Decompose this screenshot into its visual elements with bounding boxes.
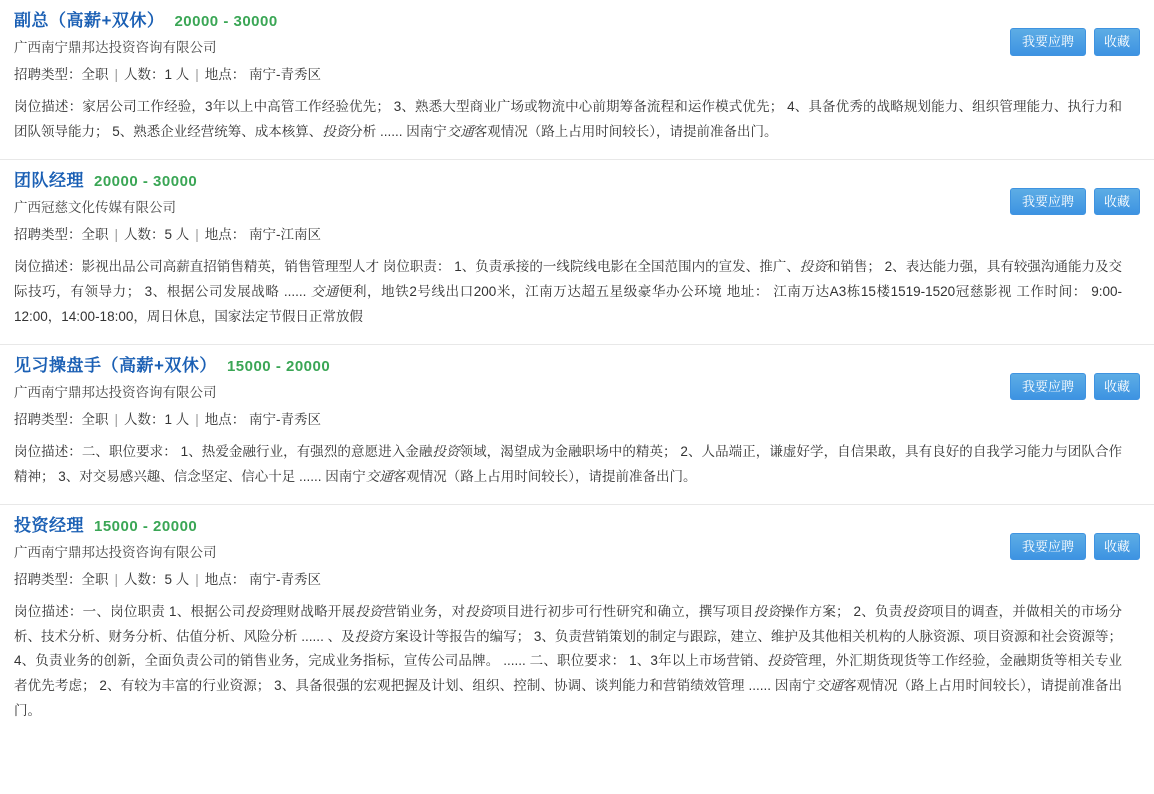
job-listing-item [0, 505, 1154, 739]
meta-separator: | [195, 227, 199, 243]
job-description-keyword: 投资 [355, 603, 383, 619]
job-actions [1010, 373, 1140, 401]
job-headcount-value: 人数：1 人 [124, 412, 190, 428]
job-title-link[interactable]: 团队经理 [14, 170, 84, 190]
job-description-keyword: 交通 [365, 468, 393, 484]
job-type-value: 全职 [81, 227, 109, 243]
meta-separator: | [195, 412, 199, 428]
job-type-value: 全职 [81, 67, 109, 83]
job-location-value: 地点： 南宁-青秀区 [204, 571, 322, 587]
job-headcount-value: 人数：1 人 [124, 67, 190, 83]
job-location-value: 地点： 南宁-江南区 [204, 227, 322, 243]
job-header [14, 10, 1140, 32]
job-description-text: 项目进行初步可行性研究和确立，撰写项目 [492, 603, 754, 619]
job-description-text: 理财战略开展 [272, 603, 356, 619]
job-description-text: 客观情况（路上占用时间较长），请提前准备出门。 [473, 123, 778, 139]
job-header [14, 515, 1140, 537]
job-description-text: 客观情况（路上占用时间较长），请提前准备出门。 [392, 468, 697, 484]
meta-separator: | [195, 571, 199, 587]
job-description-text: 二、职位要求： 1、热爱金融行业，有强烈的意愿进入金融 [81, 443, 433, 459]
meta-separator: | [114, 571, 119, 587]
job-title-link[interactable]: 副总（高薪+双休） [14, 11, 165, 30]
job-salary: 20000 - 30000 [174, 13, 278, 30]
job-description-keyword: 投资 [245, 603, 273, 619]
job-description-label: 岗位描述： [14, 98, 83, 114]
job-description-text: 客观情况（路上占用时间较长），请提前准备出门。 [14, 678, 1123, 719]
job-description-text: 管理，外汇期货现货等工作经验，金融期货等相关专业者优先考虑； 2、有较为丰富的行业资源； 3、具备很强的宏观把握及计划、组织、控制、协调、谈判能力和营销绩效管理 ...... 因南宁 [14, 653, 1123, 694]
job-header [14, 355, 1140, 377]
job-description-keyword: 投资 [354, 628, 382, 644]
apply-button[interactable]: 我要应聘 [1010, 533, 1086, 561]
job-description-text: 便利，地铁2号线出口200米，江南万达超五星级豪华办公环境 地址： 江南万达A3栋15楼1519-1520冠慈影视 工作时间： 9:00-12:00，14:00-18:00，周日休息，国家法定节假日正常放假 [14, 283, 1123, 324]
job-title-link[interactable]: 见习操盘手（高薪+双休） [14, 355, 217, 375]
favorite-button[interactable]: 收藏 [1094, 373, 1140, 401]
job-meta [14, 224, 1140, 246]
job-company-name[interactable]: 广西南宁鼎邦达投资咨询有限公司 [14, 544, 217, 560]
job-description-keyword: 投资 [322, 123, 350, 139]
job-location-value: 地点： 南宁-青秀区 [204, 67, 322, 83]
job-listing-item [0, 0, 1154, 160]
recruit-type-label: 招聘类型： [14, 412, 82, 428]
apply-button[interactable]: 我要应聘 [1010, 373, 1086, 401]
job-description-text: 领域，渴望成为金融职场中的精英； 2、人品端正，谦虚好学，自信果敢，具有良好的自我学习能力与团队合作精神； 3、对交易感兴趣、信念坚定、信心十足 ...... 因南宁 [14, 443, 1123, 484]
recruit-type-label: 招聘类型： [14, 67, 82, 83]
job-actions [1010, 28, 1140, 56]
job-company-name[interactable]: 广西冠慈文化传媒有限公司 [14, 199, 176, 215]
job-description-keyword: 交通 [310, 283, 339, 299]
job-description [14, 95, 1140, 145]
meta-separator: | [114, 67, 119, 83]
job-description-label: 岗位描述： [14, 603, 83, 619]
job-salary: 15000 - 20000 [94, 517, 198, 535]
job-description-text: 分析 ...... 因南宁 [349, 123, 447, 139]
job-description-text: 影视出品公司高薪直招销售精英，销售管理型人才 岗位职责： 1、负责承接的一线院线电影在全国范围内的宣发、推广、 [81, 258, 800, 274]
job-description-text: 操作方案； 2、负责 [781, 603, 903, 619]
job-description-text: 家居公司工作经验，3年以上中高管工作经验优先； 3、熟悉大型商业广场或物流中心前期筹备流程和运作模式优先； 4、具备优秀的战略规划能力、组织管理能力、执行力和团队领导能力； 5、熟悉企业经营统筹、成本核算、 [14, 98, 1123, 139]
job-actions [1010, 188, 1140, 216]
apply-button[interactable]: 我要应聘 [1010, 188, 1086, 216]
job-headcount-value: 人数：5 人 [124, 227, 190, 243]
job-description-text: 项目的调查，并做相关的市场分析、技术分析、财务分析、估值分析、风险分析 ...... 、及 [14, 603, 1123, 644]
job-description-keyword: 投资 [767, 653, 795, 669]
job-description-label: 岗位描述： [14, 443, 82, 459]
job-salary: 15000 - 20000 [226, 357, 331, 375]
apply-button[interactable]: 我要应聘 [1010, 28, 1086, 56]
favorite-button[interactable]: 收藏 [1094, 188, 1140, 216]
job-description-label: 岗位描述： [14, 258, 82, 274]
recruit-type-label: 招聘类型： [14, 227, 82, 243]
job-description-keyword: 投资 [799, 258, 827, 274]
job-meta [14, 569, 1140, 591]
job-description-text: 一、岗位职责 1、根据公司 [82, 603, 246, 619]
job-description-text: 和销售； 2、表达能力强，具有较强沟通能力及交际技巧，有领导力； 3、根据公司发展战略 ...... [14, 258, 1123, 299]
job-description-keyword: 投资 [432, 443, 460, 459]
job-location-value: 地点： 南宁-青秀区 [204, 412, 322, 428]
job-listing-item [0, 160, 1154, 345]
job-type-value: 全职 [81, 571, 109, 587]
meta-separator: | [114, 412, 119, 428]
meta-separator: | [195, 67, 199, 83]
job-description [14, 255, 1140, 330]
job-actions [1010, 533, 1140, 561]
job-description [14, 440, 1140, 490]
job-description-keyword: 投资 [465, 603, 493, 619]
job-meta [14, 64, 1140, 86]
job-company-name[interactable]: 广西南宁鼎邦达投资咨询有限公司 [14, 40, 217, 56]
job-listing-item [0, 345, 1154, 505]
job-description-text: 方案设计等报告的编写； 3、负责营销策划的制定与跟踪，建立、维护及其他相关机构的人脉资源、项目资源和社会资源等； 4、负责业务的创新，全面负责公司的销售业务，完成业务指标，宣传公司品牌。 ...... 二、职位要求： 1、3年以上市场营销、 [14, 628, 1122, 669]
job-title-link[interactable]: 投资经理 [14, 515, 84, 535]
job-description-keyword: 投资 [902, 603, 930, 619]
job-description-keyword: 投资 [753, 603, 782, 619]
recruit-type-label: 招聘类型： [14, 571, 82, 587]
favorite-button[interactable]: 收藏 [1094, 533, 1140, 561]
job-description-text: 营销业务，对 [382, 603, 466, 619]
job-headcount-value: 人数：5 人 [124, 571, 190, 587]
meta-separator: | [114, 227, 119, 243]
job-salary: 20000 - 30000 [94, 172, 198, 190]
job-description [14, 600, 1140, 725]
job-type-value: 全职 [81, 412, 109, 428]
job-description-keyword: 交通 [815, 678, 843, 694]
job-company-name[interactable]: 广西南宁鼎邦达投资咨询有限公司 [14, 384, 217, 400]
job-header [14, 170, 1140, 192]
job-description-keyword: 交通 [446, 123, 474, 139]
job-meta [14, 409, 1140, 431]
favorite-button[interactable]: 收藏 [1094, 28, 1140, 56]
